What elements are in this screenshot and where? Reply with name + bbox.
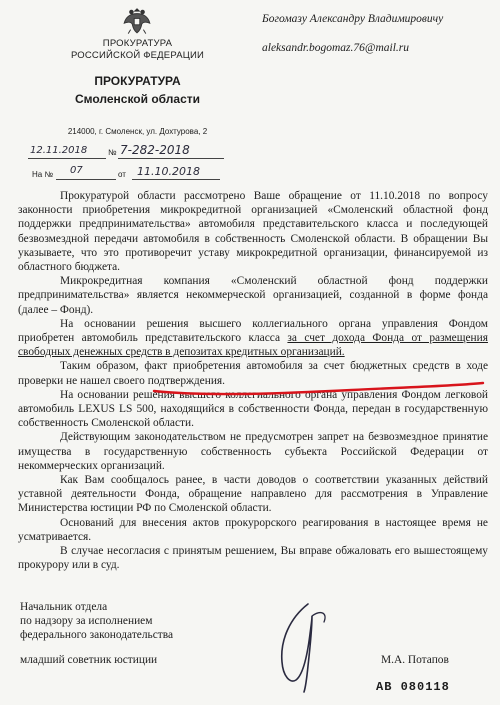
office-address: 214000, г. Смоленск, ул. Дохтурова, 2 — [67, 127, 208, 136]
paragraph-7: Как Вам сообщалось ранее, в части доводов о соответствии указанных действий уставной деятельности Фонда, обращение направлено для рассмотрения в Управление Министерства юстиции РФ по Смоленской области. — [18, 474, 488, 515]
office-name-line2: Смоленской области — [74, 92, 201, 106]
letter-body — [18, 189, 488, 572]
signatory-position — [20, 600, 220, 642]
ref-date: 11.10.2018 — [137, 165, 200, 178]
reg-date: 12.11.2018 — [30, 145, 88, 156]
position-line-1: Начальник отдела — [20, 601, 108, 613]
handwritten-signature — [250, 600, 360, 695]
ref-number-underline — [56, 179, 116, 180]
ref-from-label: от — [118, 170, 126, 179]
double-headed-eagle-emblem-icon — [121, 4, 153, 36]
ref-date-underline — [132, 179, 220, 180]
ref-label: На № — [32, 170, 54, 179]
office-name-line1: ПРОКУРАТУРА — [94, 74, 181, 88]
position-line-2: по надзору за исполнением — [20, 615, 153, 627]
paragraph-2: Микрокредитная компания «Смоленский областной фонд поддержки предпринимательства» является некоммерческой организацией, созданной в форме фонда (далее – Фонд). — [18, 275, 488, 316]
recipient-email: aleksandr.bogomaz.76@mail.ru — [262, 42, 409, 54]
position-line-3: федерального законодательства — [20, 629, 174, 641]
paragraph-4: Таким образом, факт приобретения автомобиля за счет бюджетных средств в ходе проверки не нашел своего подтверждения. — [18, 360, 488, 387]
form-serial-number: АВ 080118 — [376, 680, 450, 694]
paragraph-5: На основании решения высшего коллегиального органа управления Фондом легковой автомобиль LEXUS LS 500, находящийся в собственности Фонда, передан в государственную собственность Смоленской области. — [18, 388, 488, 430]
paragraph-9: В случае несогласия с принятым решением, Вы вправе обжаловать его вышестоящему прокурору или в суд. — [18, 545, 488, 572]
recipient-block — [262, 12, 492, 56]
paragraph-6: Действующим законодательством не предусмотрен запрет на безвозмездное принятие имущества в государственную собственность субъекта Российской Федерации от некоммерческих организаций. — [18, 431, 488, 472]
reg-date-underline — [28, 158, 106, 159]
paragraph-3 — [18, 317, 488, 360]
recipient-name: Богомазу Александру Владимировичу — [262, 13, 444, 25]
reg-number: 7-282-2018 — [120, 143, 190, 157]
paragraph-3-underlined: за счет дохода Фонда от размещения свободных денежных средств в депозитах кредитных организаций. — [18, 332, 488, 359]
reg-number-underline — [118, 158, 224, 159]
ref-number: 07 — [70, 165, 83, 176]
signatory-name: М.А. Потапов — [381, 654, 449, 666]
reg-number-label: № — [108, 148, 117, 157]
org-name-line1: ПРОКУРАТУРА — [102, 38, 173, 49]
paragraph-3-lead: На основании решения высшего коллегиального органа управления Фондом приобретен автомобиль представительского класса — [18, 317, 488, 345]
paragraph-1: Прокуратурой области рассмотрено Ваше обращение от 11.10.2018 по вопросу законности приобретения микрокредитной организацией «Смоленский областной фонд поддержки предпринимательства» автомобиля представительского класса и последующей безвозмездной передачи автомобиля в собственность Смоленской области. В обращении Вы указываете, что это противоречит уставу микрокредитной организации, финансируемой из областного бюджета. — [18, 190, 488, 274]
paragraph-8: Оснований для внесения актов прокурорского реагирования в настоящее время не усматривается. — [18, 516, 488, 543]
signatory-rank: младший советник юстиции — [20, 654, 158, 666]
org-name-line2: РОССИЙСКОЙ ФЕДЕРАЦИИ — [70, 50, 205, 61]
